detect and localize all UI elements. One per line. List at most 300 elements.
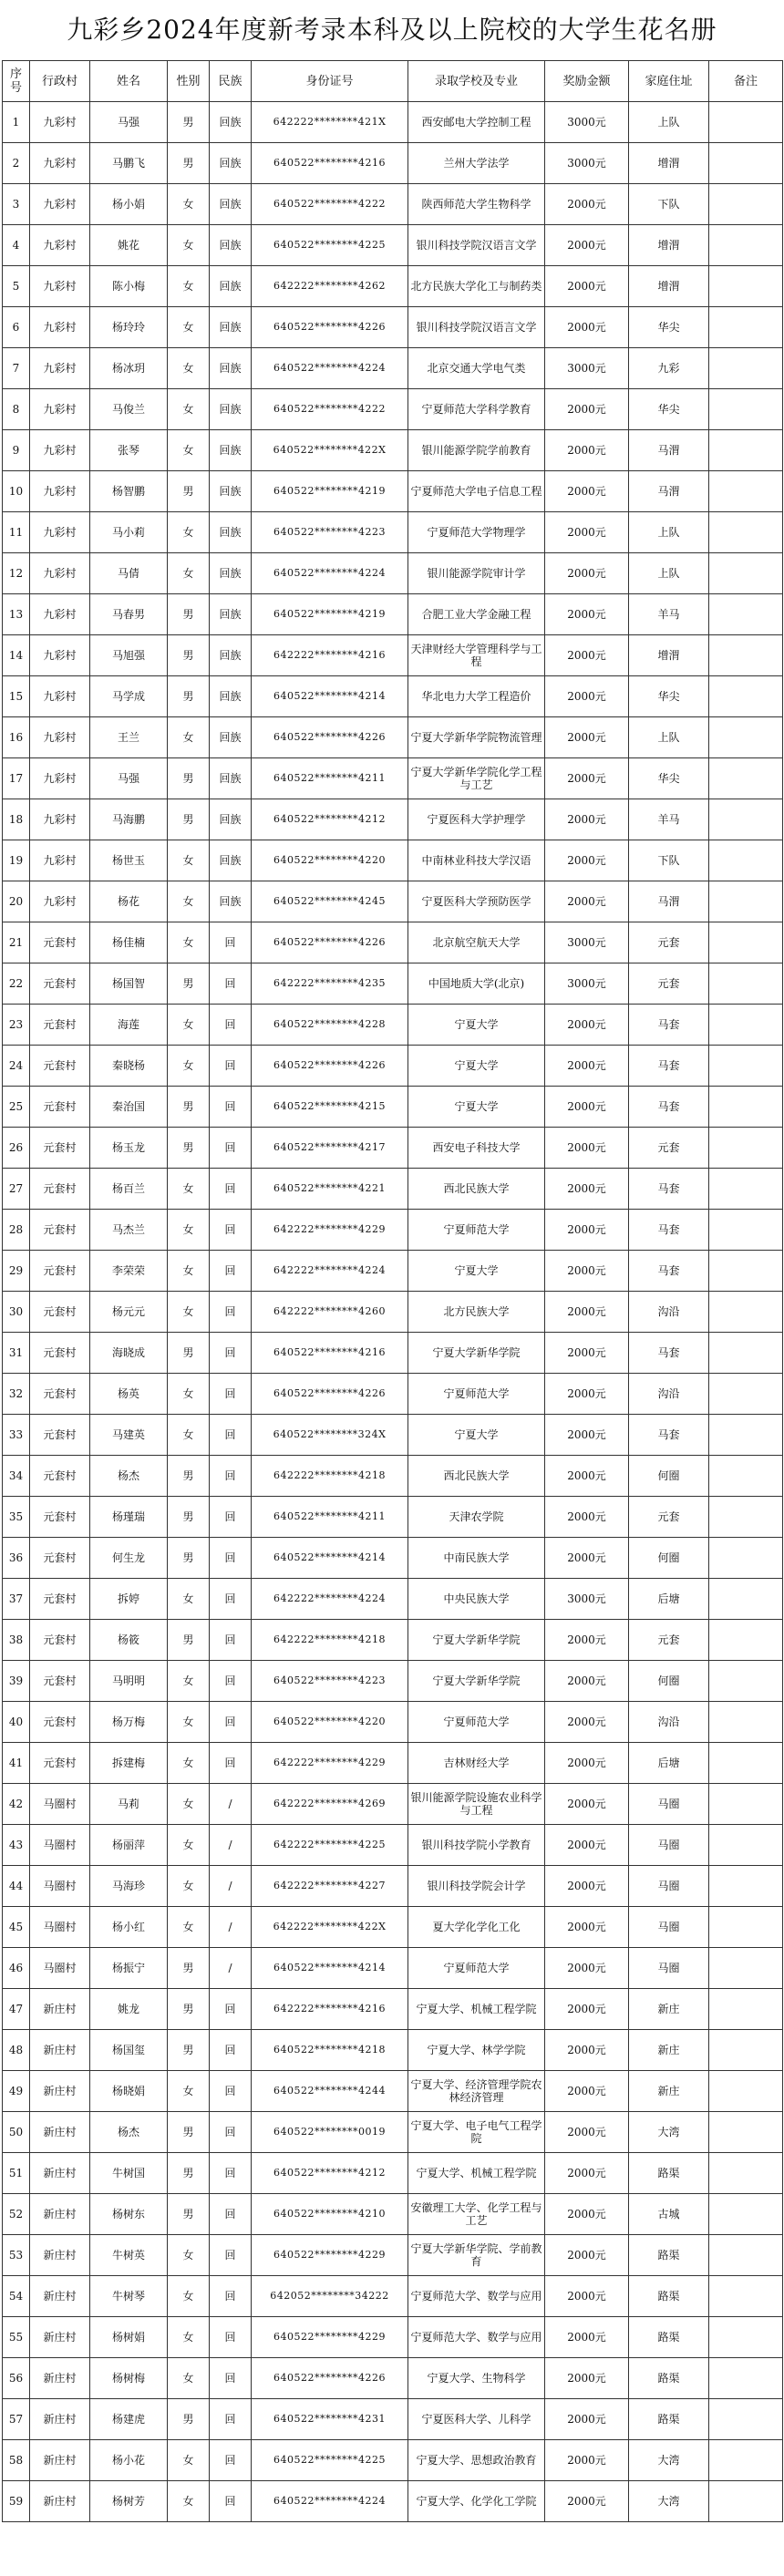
cell-village: 九彩村 xyxy=(30,799,90,840)
cell-id-number: 642222********4227 xyxy=(252,1866,408,1907)
cell-school-major: 天津财经大学管理科学与工程 xyxy=(408,635,545,676)
cell-ethnicity: 回 xyxy=(210,963,252,1005)
cell-index: 51 xyxy=(3,2153,30,2194)
cell-award-amount: 2000元 xyxy=(545,2030,629,2071)
cell-home-address: 何圈 xyxy=(629,1456,709,1497)
cell-school-major: 银川能源学院设施农业科学与工程 xyxy=(408,1784,545,1825)
cell-remarks xyxy=(709,1333,783,1374)
cell-village: 新庄村 xyxy=(30,2030,90,2071)
cell-award-amount: 2000元 xyxy=(545,1087,629,1128)
cell-award-amount: 2000元 xyxy=(545,1866,629,1907)
cell-ethnicity: 回 xyxy=(210,1538,252,1579)
cell-home-address: 马套 xyxy=(629,1046,709,1087)
cell-gender: 女 xyxy=(168,512,210,553)
table-row xyxy=(3,1415,783,1456)
cell-id-number: 640522********4216 xyxy=(252,143,408,184)
cell-name: 马旭强 xyxy=(90,635,168,676)
cell-index: 28 xyxy=(3,1210,30,1251)
cell-id-number: 640522********4225 xyxy=(252,2440,408,2481)
table-row xyxy=(3,266,783,307)
cell-award-amount: 2000元 xyxy=(545,840,629,881)
cell-award-amount: 2000元 xyxy=(545,2317,629,2358)
cell-ethnicity: 回 xyxy=(210,2112,252,2153)
cell-school-major: 宁夏医科大学护理学 xyxy=(408,799,545,840)
cell-ethnicity: 回族 xyxy=(210,430,252,471)
cell-gender: 女 xyxy=(168,1825,210,1866)
cell-school-major: 宁夏师范大学科学教育 xyxy=(408,389,545,430)
cell-home-address: 马套 xyxy=(629,1210,709,1251)
cell-gender: 女 xyxy=(168,2481,210,2522)
cell-school-major: 中国地质大学(北京) xyxy=(408,963,545,1005)
cell-school-major: 宁夏大学、电子电气工程学院 xyxy=(408,2112,545,2153)
column-header-index: 序号 xyxy=(3,61,30,102)
cell-ethnicity: 回族 xyxy=(210,266,252,307)
cell-school-major: 宁夏大学、思想政治教育 xyxy=(408,2440,545,2481)
cell-home-address: 羊马 xyxy=(629,594,709,635)
cell-name: 牛树英 xyxy=(90,2235,168,2276)
cell-ethnicity: / xyxy=(210,1825,252,1866)
cell-remarks xyxy=(709,2112,783,2153)
cell-award-amount: 2000元 xyxy=(545,2194,629,2235)
table-row xyxy=(3,348,783,389)
cell-id-number: 640522********4218 xyxy=(252,2030,408,2071)
cell-school-major: 宁夏大学新华学院、学前教育 xyxy=(408,2235,545,2276)
cell-name: 陈小梅 xyxy=(90,266,168,307)
cell-name: 拆建梅 xyxy=(90,1743,168,1784)
cell-id-number: 640522********4215 xyxy=(252,1087,408,1128)
cell-name: 杨元元 xyxy=(90,1292,168,1333)
cell-remarks xyxy=(709,758,783,799)
cell-remarks xyxy=(709,2276,783,2317)
cell-home-address: 沟沿 xyxy=(629,1374,709,1415)
cell-village: 九彩村 xyxy=(30,307,90,348)
cell-name: 杨瑾瑞 xyxy=(90,1497,168,1538)
table-row xyxy=(3,1005,783,1046)
cell-remarks xyxy=(709,1374,783,1415)
cell-award-amount: 2000元 xyxy=(545,635,629,676)
cell-index: 8 xyxy=(3,389,30,430)
table-row xyxy=(3,2071,783,2112)
column-header-home-address: 家庭住址 xyxy=(629,61,709,102)
cell-gender: 女 xyxy=(168,2317,210,2358)
table-row xyxy=(3,2112,783,2153)
cell-index: 32 xyxy=(3,1374,30,1415)
cell-ethnicity: 回族 xyxy=(210,799,252,840)
cell-home-address: 增渭 xyxy=(629,635,709,676)
cell-school-major: 宁夏大学 xyxy=(408,1251,545,1292)
cell-ethnicity: 回族 xyxy=(210,512,252,553)
cell-id-number: 640522********4228 xyxy=(252,1005,408,1046)
cell-home-address: 路渠 xyxy=(629,2276,709,2317)
cell-gender: 女 xyxy=(168,1292,210,1333)
cell-award-amount: 2000元 xyxy=(545,2235,629,2276)
cell-home-address: 上队 xyxy=(629,512,709,553)
cell-remarks xyxy=(709,594,783,635)
cell-home-address: 新庄 xyxy=(629,1989,709,2030)
cell-id-number: 642222********4218 xyxy=(252,1456,408,1497)
cell-gender: 女 xyxy=(168,1866,210,1907)
cell-name: 杨杰 xyxy=(90,2112,168,2153)
cell-home-address: 后塘 xyxy=(629,1579,709,1620)
cell-name: 杨丽萍 xyxy=(90,1825,168,1866)
cell-name: 杨晓娟 xyxy=(90,2071,168,2112)
cell-school-major: 中南民族大学 xyxy=(408,1538,545,1579)
table-row xyxy=(3,963,783,1005)
cell-ethnicity: 回 xyxy=(210,1128,252,1169)
cell-remarks xyxy=(709,1907,783,1948)
table-row xyxy=(3,184,783,225)
cell-village: 九彩村 xyxy=(30,389,90,430)
cell-id-number: 640522********4214 xyxy=(252,1538,408,1579)
column-header-name: 姓名 xyxy=(90,61,168,102)
cell-name: 杨佳楠 xyxy=(90,922,168,963)
cell-id-number: 642222********4229 xyxy=(252,1210,408,1251)
cell-remarks xyxy=(709,1128,783,1169)
cell-village: 九彩村 xyxy=(30,225,90,266)
table-row xyxy=(3,512,783,553)
cell-award-amount: 2000元 xyxy=(545,389,629,430)
cell-village: 新庄村 xyxy=(30,2358,90,2399)
cell-village: 元套村 xyxy=(30,1579,90,1620)
cell-award-amount: 2000元 xyxy=(545,225,629,266)
cell-remarks xyxy=(709,553,783,594)
cell-ethnicity: 回 xyxy=(210,2153,252,2194)
cell-village: 九彩村 xyxy=(30,553,90,594)
table-row xyxy=(3,1497,783,1538)
cell-home-address: 路渠 xyxy=(629,2153,709,2194)
table-row xyxy=(3,676,783,717)
cell-school-major: 合肥工业大学金融工程 xyxy=(408,594,545,635)
cell-name: 海莲 xyxy=(90,1005,168,1046)
cell-home-address: 路渠 xyxy=(629,2317,709,2358)
cell-index: 20 xyxy=(3,881,30,922)
cell-ethnicity: 回 xyxy=(210,1087,252,1128)
cell-village: 九彩村 xyxy=(30,594,90,635)
cell-home-address: 上队 xyxy=(629,717,709,758)
table-row xyxy=(3,1046,783,1087)
table-row xyxy=(3,471,783,512)
cell-home-address: 下队 xyxy=(629,184,709,225)
cell-name: 杨杰 xyxy=(90,1456,168,1497)
cell-id-number: 640522********4224 xyxy=(252,348,408,389)
cell-gender: 男 xyxy=(168,1497,210,1538)
table-row xyxy=(3,1456,783,1497)
cell-award-amount: 2000元 xyxy=(545,1784,629,1825)
cell-gender: 女 xyxy=(168,2440,210,2481)
cell-village: 九彩村 xyxy=(30,717,90,758)
cell-remarks xyxy=(709,430,783,471)
cell-gender: 男 xyxy=(168,143,210,184)
cell-index: 3 xyxy=(3,184,30,225)
cell-remarks xyxy=(709,1415,783,1456)
cell-school-major: 宁夏大学新华学院 xyxy=(408,1661,545,1702)
cell-ethnicity: 回 xyxy=(210,2030,252,2071)
cell-id-number: 640522********4222 xyxy=(252,389,408,430)
cell-school-major: 宁夏大学、机械工程学院 xyxy=(408,1989,545,2030)
cell-gender: 男 xyxy=(168,102,210,143)
cell-gender: 女 xyxy=(168,1784,210,1825)
cell-award-amount: 2000元 xyxy=(545,2358,629,2399)
cell-id-number: 640522********4245 xyxy=(252,881,408,922)
cell-home-address: 增渭 xyxy=(629,266,709,307)
cell-school-major: 安徽理工大学、化学工程与工艺 xyxy=(408,2194,545,2235)
cell-village: 元套村 xyxy=(30,1333,90,1374)
table-row xyxy=(3,2194,783,2235)
cell-school-major: 夏大学化学化工化 xyxy=(408,1907,545,1948)
cell-award-amount: 2000元 xyxy=(545,594,629,635)
cell-id-number: 640522********4214 xyxy=(252,1948,408,1989)
cell-award-amount: 2000元 xyxy=(545,1497,629,1538)
cell-index: 50 xyxy=(3,2112,30,2153)
cell-name: 海晓成 xyxy=(90,1333,168,1374)
cell-village: 元套村 xyxy=(30,1210,90,1251)
cell-village: 元套村 xyxy=(30,1702,90,1743)
cell-ethnicity: 回族 xyxy=(210,143,252,184)
table-row xyxy=(3,1579,783,1620)
cell-ethnicity: 回族 xyxy=(210,881,252,922)
cell-name: 杨建虎 xyxy=(90,2399,168,2440)
cell-school-major: 宁夏大学新华学院物流管理 xyxy=(408,717,545,758)
cell-remarks xyxy=(709,102,783,143)
cell-id-number: 640522********4223 xyxy=(252,1661,408,1702)
cell-award-amount: 2000元 xyxy=(545,1210,629,1251)
cell-gender: 男 xyxy=(168,2194,210,2235)
cell-school-major: 宁夏医科大学预防医学 xyxy=(408,881,545,922)
cell-index: 39 xyxy=(3,1661,30,1702)
cell-award-amount: 3000元 xyxy=(545,1579,629,1620)
cell-index: 52 xyxy=(3,2194,30,2235)
cell-school-major: 宁夏师范大学 xyxy=(408,1210,545,1251)
table-row xyxy=(3,717,783,758)
cell-village: 九彩村 xyxy=(30,881,90,922)
cell-home-address: 马圈 xyxy=(629,1866,709,1907)
cell-id-number: 642222********4235 xyxy=(252,963,408,1005)
cell-ethnicity: 回 xyxy=(210,2440,252,2481)
cell-award-amount: 2000元 xyxy=(545,1128,629,1169)
cell-index: 13 xyxy=(3,594,30,635)
cell-index: 49 xyxy=(3,2071,30,2112)
cell-school-major: 西北民族大学 xyxy=(408,1456,545,1497)
table-row xyxy=(3,922,783,963)
cell-village: 元套村 xyxy=(30,1456,90,1497)
table-row xyxy=(3,881,783,922)
cell-award-amount: 3000元 xyxy=(545,348,629,389)
cell-award-amount: 2000元 xyxy=(545,2112,629,2153)
cell-index: 58 xyxy=(3,2440,30,2481)
cell-school-major: 中央民族大学 xyxy=(408,1579,545,1620)
cell-home-address: 新庄 xyxy=(629,2030,709,2071)
cell-index: 56 xyxy=(3,2358,30,2399)
cell-gender: 女 xyxy=(168,1907,210,1948)
cell-index: 17 xyxy=(3,758,30,799)
cell-id-number: 640522********4226 xyxy=(252,307,408,348)
cell-id-number: 640522********324X xyxy=(252,1415,408,1456)
cell-name: 马小莉 xyxy=(90,512,168,553)
cell-village: 元套村 xyxy=(30,1415,90,1456)
cell-ethnicity: 回族 xyxy=(210,594,252,635)
cell-village: 新庄村 xyxy=(30,2317,90,2358)
cell-village: 元套村 xyxy=(30,1538,90,1579)
cell-name: 杨小红 xyxy=(90,1907,168,1948)
cell-award-amount: 2000元 xyxy=(545,2440,629,2481)
cell-remarks xyxy=(709,2358,783,2399)
table-row xyxy=(3,1210,783,1251)
cell-school-major: 宁夏大学、林学学院 xyxy=(408,2030,545,2071)
cell-award-amount: 2000元 xyxy=(545,2481,629,2522)
cell-name: 杨世玉 xyxy=(90,840,168,881)
cell-gender: 男 xyxy=(168,635,210,676)
cell-ethnicity: 回 xyxy=(210,1046,252,1087)
cell-remarks xyxy=(709,2071,783,2112)
cell-index: 24 xyxy=(3,1046,30,1087)
table-row xyxy=(3,1292,783,1333)
cell-index: 10 xyxy=(3,471,30,512)
cell-ethnicity: 回 xyxy=(210,2399,252,2440)
cell-school-major: 宁夏师范大学 xyxy=(408,1374,545,1415)
cell-award-amount: 2000元 xyxy=(545,1661,629,1702)
cell-index: 16 xyxy=(3,717,30,758)
cell-remarks xyxy=(709,225,783,266)
cell-ethnicity: 回 xyxy=(210,2071,252,2112)
cell-home-address: 新庄 xyxy=(629,2071,709,2112)
cell-gender: 男 xyxy=(168,471,210,512)
cell-index: 7 xyxy=(3,348,30,389)
cell-gender: 女 xyxy=(168,1210,210,1251)
cell-gender: 女 xyxy=(168,430,210,471)
table-body xyxy=(3,102,783,2522)
cell-index: 45 xyxy=(3,1907,30,1948)
cell-remarks xyxy=(709,1497,783,1538)
column-header-gender: 性别 xyxy=(168,61,210,102)
cell-remarks xyxy=(709,348,783,389)
cell-index: 5 xyxy=(3,266,30,307)
cell-ethnicity: 回 xyxy=(210,2481,252,2522)
cell-name: 杨英 xyxy=(90,1374,168,1415)
cell-ethnicity: 回族 xyxy=(210,184,252,225)
cell-village: 九彩村 xyxy=(30,635,90,676)
cell-school-major: 宁夏大学 xyxy=(408,1415,545,1456)
table-row xyxy=(3,2276,783,2317)
cell-school-major: 银川能源学院学前教育 xyxy=(408,430,545,471)
cell-gender: 男 xyxy=(168,2399,210,2440)
cell-award-amount: 2000元 xyxy=(545,717,629,758)
cell-id-number: 642052********34222 xyxy=(252,2276,408,2317)
cell-ethnicity: 回 xyxy=(210,2317,252,2358)
cell-index: 59 xyxy=(3,2481,30,2522)
cell-school-major: 宁夏大学新华学院 xyxy=(408,1620,545,1661)
cell-remarks xyxy=(709,1579,783,1620)
cell-gender: 男 xyxy=(168,1989,210,2030)
cell-remarks xyxy=(709,1948,783,1989)
cell-gender: 男 xyxy=(168,676,210,717)
cell-ethnicity: / xyxy=(210,1866,252,1907)
cell-index: 37 xyxy=(3,1579,30,1620)
cell-award-amount: 2000元 xyxy=(545,2399,629,2440)
cell-home-address: 华尖 xyxy=(629,389,709,430)
table-row xyxy=(3,2153,783,2194)
cell-village: 马圈村 xyxy=(30,1907,90,1948)
cell-home-address: 元套 xyxy=(629,1128,709,1169)
cell-home-address: 元套 xyxy=(629,922,709,963)
cell-award-amount: 2000元 xyxy=(545,799,629,840)
cell-village: 九彩村 xyxy=(30,184,90,225)
cell-village: 马圈村 xyxy=(30,1948,90,1989)
cell-name: 杨智鹏 xyxy=(90,471,168,512)
cell-village: 元套村 xyxy=(30,1661,90,1702)
cell-remarks xyxy=(709,184,783,225)
cell-gender: 女 xyxy=(168,389,210,430)
cell-school-major: 中南林业科技大学汉语 xyxy=(408,840,545,881)
cell-school-major: 宁夏大学新华学院化学工程与工艺 xyxy=(408,758,545,799)
cell-name: 杨百兰 xyxy=(90,1169,168,1210)
cell-village: 元套村 xyxy=(30,963,90,1005)
cell-name: 马明明 xyxy=(90,1661,168,1702)
cell-gender: 女 xyxy=(168,1579,210,1620)
cell-id-number: 640522********4226 xyxy=(252,1046,408,1087)
cell-remarks xyxy=(709,389,783,430)
header-row xyxy=(3,61,783,102)
cell-name: 杨万梅 xyxy=(90,1702,168,1743)
cell-gender: 女 xyxy=(168,1005,210,1046)
cell-remarks xyxy=(709,1087,783,1128)
cell-home-address: 古城 xyxy=(629,2194,709,2235)
table-row xyxy=(3,1743,783,1784)
cell-home-address: 元套 xyxy=(629,1497,709,1538)
cell-ethnicity: 回 xyxy=(210,1702,252,1743)
cell-remarks xyxy=(709,2481,783,2522)
table-row xyxy=(3,1661,783,1702)
cell-index: 43 xyxy=(3,1825,30,1866)
cell-remarks xyxy=(709,512,783,553)
table-row xyxy=(3,1374,783,1415)
cell-id-number: 640522********4224 xyxy=(252,2481,408,2522)
cell-ethnicity: 回 xyxy=(210,1374,252,1415)
cell-name: 马春男 xyxy=(90,594,168,635)
cell-name: 杨玉龙 xyxy=(90,1128,168,1169)
cell-gender: 女 xyxy=(168,717,210,758)
cell-school-major: 宁夏大学新华学院 xyxy=(408,1333,545,1374)
cell-index: 54 xyxy=(3,2276,30,2317)
cell-name: 杨小花 xyxy=(90,2440,168,2481)
cell-school-major: 银川科技学院汉语言文学 xyxy=(408,225,545,266)
cell-village: 新庄村 xyxy=(30,2071,90,2112)
cell-village: 九彩村 xyxy=(30,348,90,389)
cell-index: 41 xyxy=(3,1743,30,1784)
cell-award-amount: 2000元 xyxy=(545,1415,629,1456)
cell-home-address: 华尖 xyxy=(629,758,709,799)
cell-id-number: 642222********4224 xyxy=(252,1579,408,1620)
cell-remarks xyxy=(709,1784,783,1825)
cell-award-amount: 2000元 xyxy=(545,1169,629,1210)
cell-index: 19 xyxy=(3,840,30,881)
cell-name: 牛树琴 xyxy=(90,2276,168,2317)
cell-index: 42 xyxy=(3,1784,30,1825)
cell-home-address: 上队 xyxy=(629,102,709,143)
cell-id-number: 640522********4224 xyxy=(252,553,408,594)
cell-remarks xyxy=(709,1825,783,1866)
table-row xyxy=(3,2235,783,2276)
cell-ethnicity: 回 xyxy=(210,1989,252,2030)
cell-name: 秦治国 xyxy=(90,1087,168,1128)
cell-village: 九彩村 xyxy=(30,143,90,184)
cell-award-amount: 2000元 xyxy=(545,512,629,553)
cell-index: 53 xyxy=(3,2235,30,2276)
cell-index: 55 xyxy=(3,2317,30,2358)
cell-school-major: 北京交通大学电气类 xyxy=(408,348,545,389)
cell-home-address: 沟沿 xyxy=(629,1292,709,1333)
cell-ethnicity: 回族 xyxy=(210,389,252,430)
cell-id-number: 640522********4212 xyxy=(252,2153,408,2194)
